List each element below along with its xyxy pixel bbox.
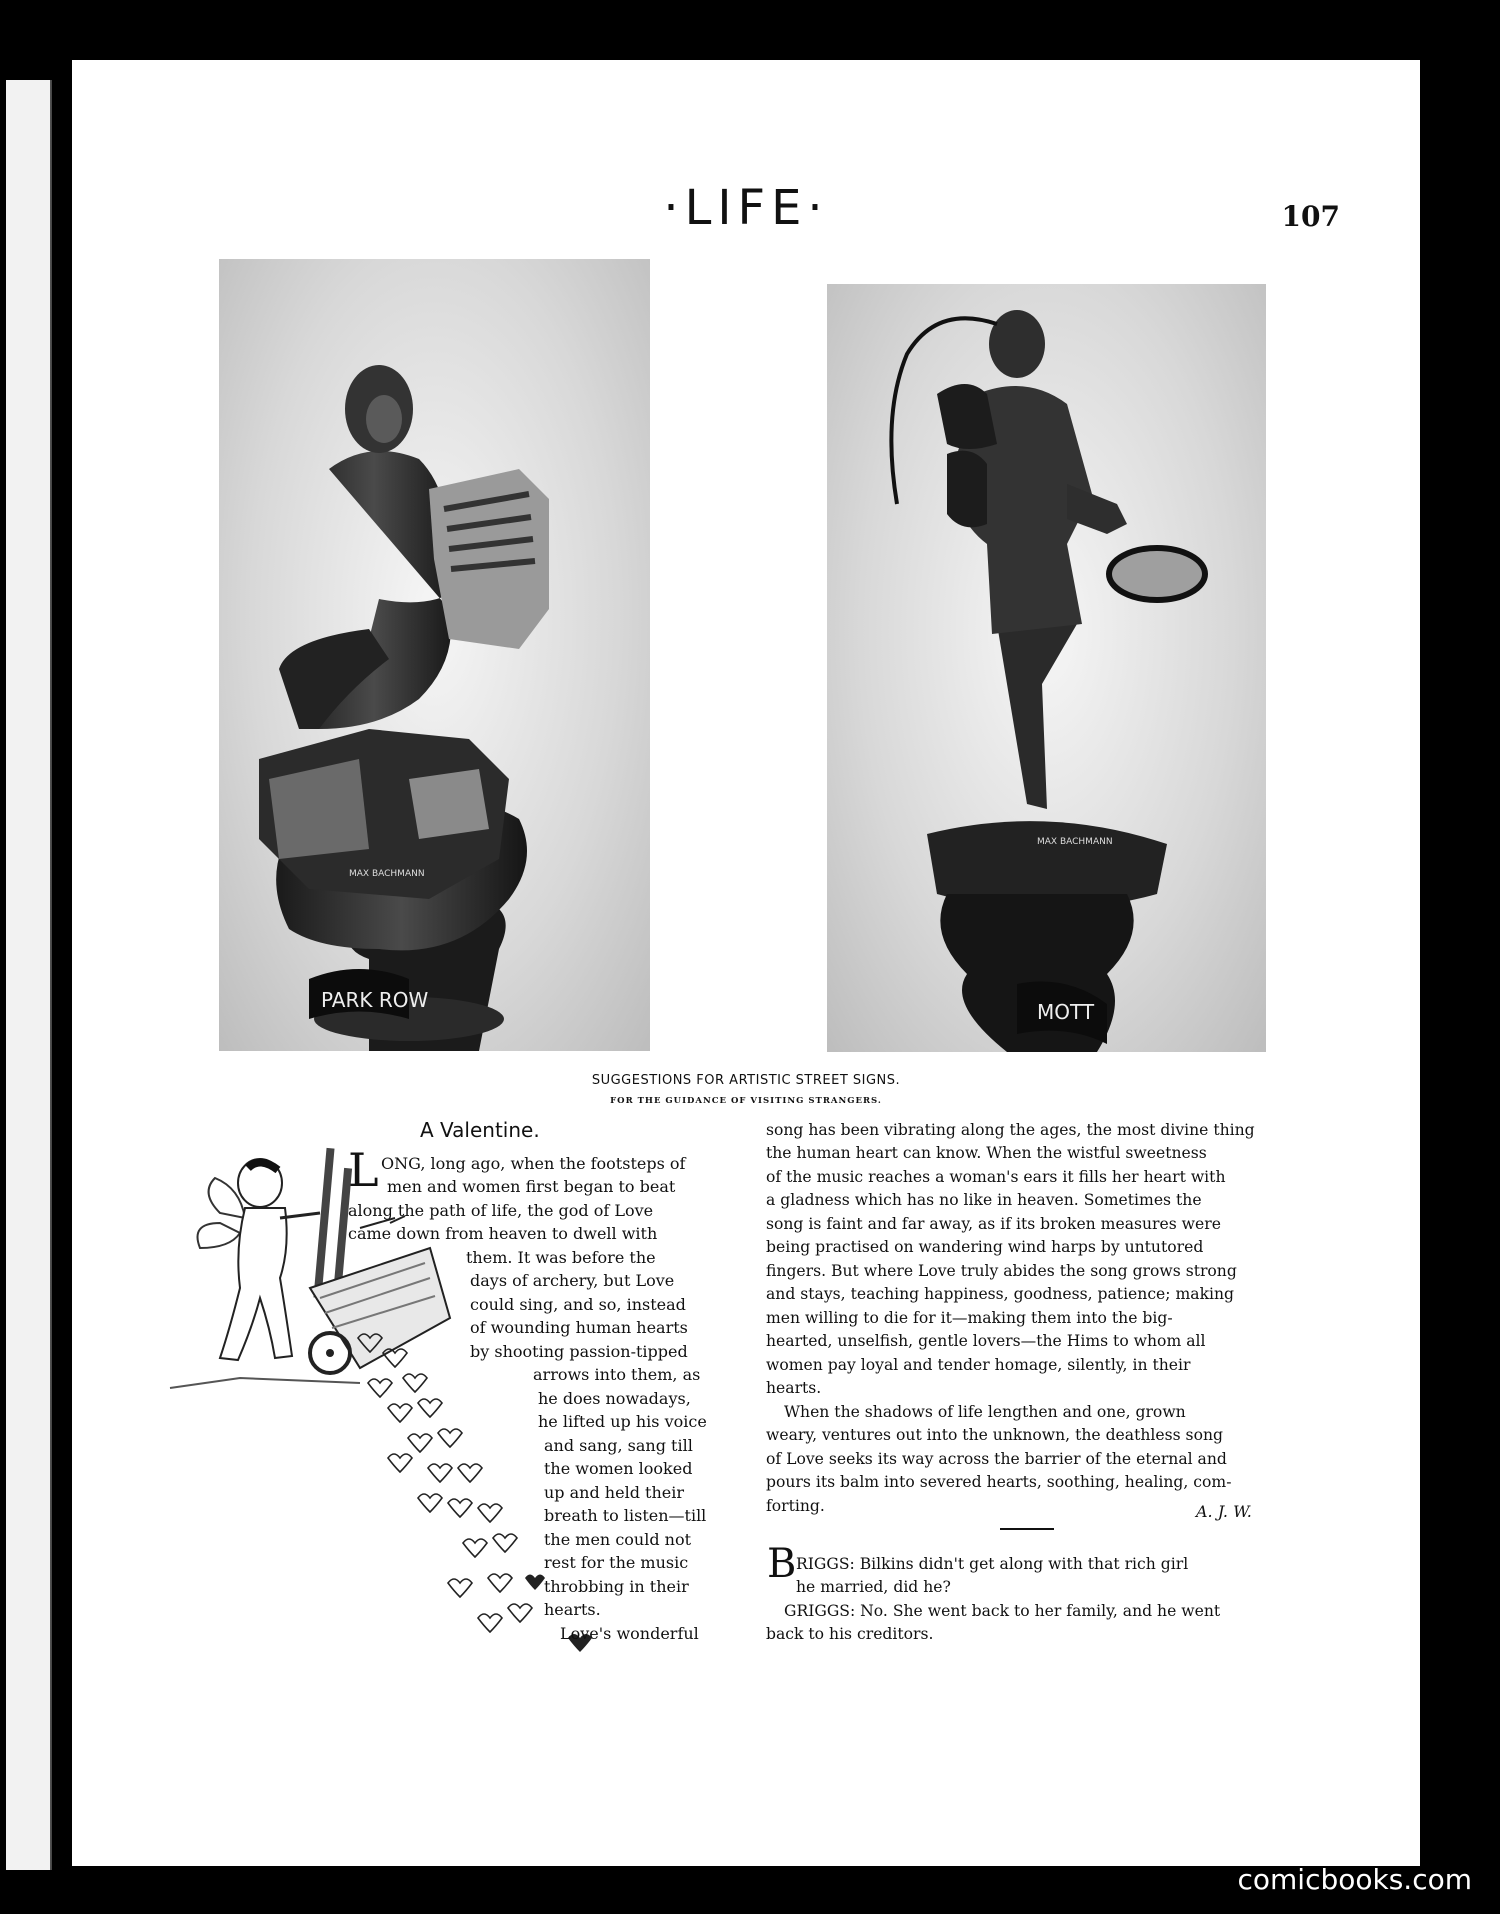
- text-line: Love's wonderful: [560, 1624, 699, 1643]
- illustration-subcaption: FOR THE GUIDANCE OF VISITING STRANGERS.: [610, 1096, 882, 1106]
- text-line: RIGGS: Bilkins didn't get along with that rich girl: [796, 1555, 1189, 1573]
- text-line: rest for the music: [544, 1553, 689, 1572]
- text-line: and stays, teaching happiness, goodness, patience; making: [766, 1285, 1235, 1303]
- text-line: of wounding human hearts: [470, 1318, 688, 1337]
- text-line: pours its balm into severed hearts, soothing, healing, com-: [766, 1473, 1232, 1491]
- text-line: of the music reaches a woman's ears it fills her heart with: [766, 1168, 1226, 1186]
- text-line: women pay loyal and tender homage, silently, in their: [766, 1356, 1191, 1374]
- text-line: forting.: [766, 1497, 825, 1515]
- text-line: hearted, unselfish, gentle lovers—the Hims to whom all: [766, 1332, 1206, 1350]
- adjacent-page-edge: [0, 80, 52, 1870]
- left-sculptor-signature: MAX BACHMANN: [349, 869, 425, 879]
- text-line: by shooting passion-tipped: [470, 1342, 688, 1361]
- text-line: hearts.: [544, 1600, 601, 1619]
- text-line: fingers. But where Love truly abides the song grows strong: [766, 1262, 1237, 1280]
- text-line: up and held their: [544, 1483, 684, 1502]
- magazine-page: [72, 60, 1420, 1866]
- text-line: breath to listen—till: [544, 1506, 707, 1525]
- section-divider: [1000, 1528, 1054, 1530]
- text-line: being practised on wandering wind harps by untutored: [766, 1238, 1204, 1256]
- text-line: men and women first began to beat: [387, 1177, 676, 1196]
- text-line: weary, ventures out into the unknown, the deathless song: [766, 1426, 1223, 1444]
- text-line: arrows into them, as: [533, 1365, 701, 1384]
- newsboy-statue-drawing: [219, 259, 650, 1051]
- text-line: came down from heaven to dwell with: [348, 1224, 658, 1243]
- text-line: a gladness which has no like in heaven. Sometimes the: [766, 1191, 1202, 1209]
- mott-street-sign-illustration: [827, 284, 1266, 1052]
- text-line: of Love seeks its way across the barrier of the eternal and: [766, 1450, 1227, 1468]
- text-line: he does nowadays,: [538, 1389, 691, 1408]
- text-line: days of archery, but Love: [470, 1271, 675, 1290]
- park-row-sign-text: PARK ROW: [321, 988, 429, 1012]
- text-line: ONG, long ago, when the footsteps of: [381, 1154, 686, 1173]
- page-number: 107: [1281, 200, 1340, 233]
- text-line: the women looked: [544, 1459, 693, 1478]
- text-line: GRIGGS: No. She went back to her family, and he went: [784, 1602, 1221, 1620]
- park-row-sign-illustration: [219, 259, 650, 1051]
- joke-dropcap: B: [767, 1541, 797, 1587]
- text-line: along the path of life, the god of Love: [348, 1201, 654, 1220]
- text-line: song has been vibrating along the ages, the most divine thing: [766, 1121, 1255, 1139]
- figure-statue-drawing: [827, 284, 1266, 1052]
- mott-sign-text: MOTT: [1037, 1000, 1095, 1024]
- text-line: them. It was before the: [466, 1248, 656, 1267]
- masthead-title: ·LIFE·: [663, 180, 829, 236]
- site-watermark: comicbooks.com: [1237, 1863, 1472, 1896]
- text-line: he lifted up his voice: [538, 1412, 707, 1431]
- text-line: When the shadows of life lengthen and one, grown: [784, 1403, 1186, 1421]
- text-line: could sing, and so, instead: [470, 1295, 686, 1314]
- valentine-dropcap: L: [348, 1143, 379, 1197]
- illustration-caption: SUGGESTIONS FOR ARTISTIC STREET SIGNS.: [591, 1073, 901, 1088]
- text-line: the men could not: [544, 1530, 692, 1549]
- text-line: he married, did he?: [796, 1578, 951, 1596]
- text-line: back to his creditors.: [766, 1625, 934, 1643]
- right-sculptor-signature: MAX BACHMANN: [1037, 837, 1113, 847]
- text-line: throbbing in their: [544, 1577, 689, 1596]
- text-line: hearts.: [766, 1379, 822, 1397]
- text-line: and sang, sang till: [544, 1436, 693, 1455]
- author-initials: A. J. W.: [1196, 1502, 1252, 1521]
- text-line: song is faint and far away, as if its broken measures were: [766, 1215, 1221, 1233]
- text-line: men willing to die for it—making them into the big-: [766, 1309, 1173, 1327]
- article-title: A Valentine.: [420, 1118, 540, 1142]
- text-line: the human heart can know. When the wistful sweetness: [766, 1144, 1207, 1162]
